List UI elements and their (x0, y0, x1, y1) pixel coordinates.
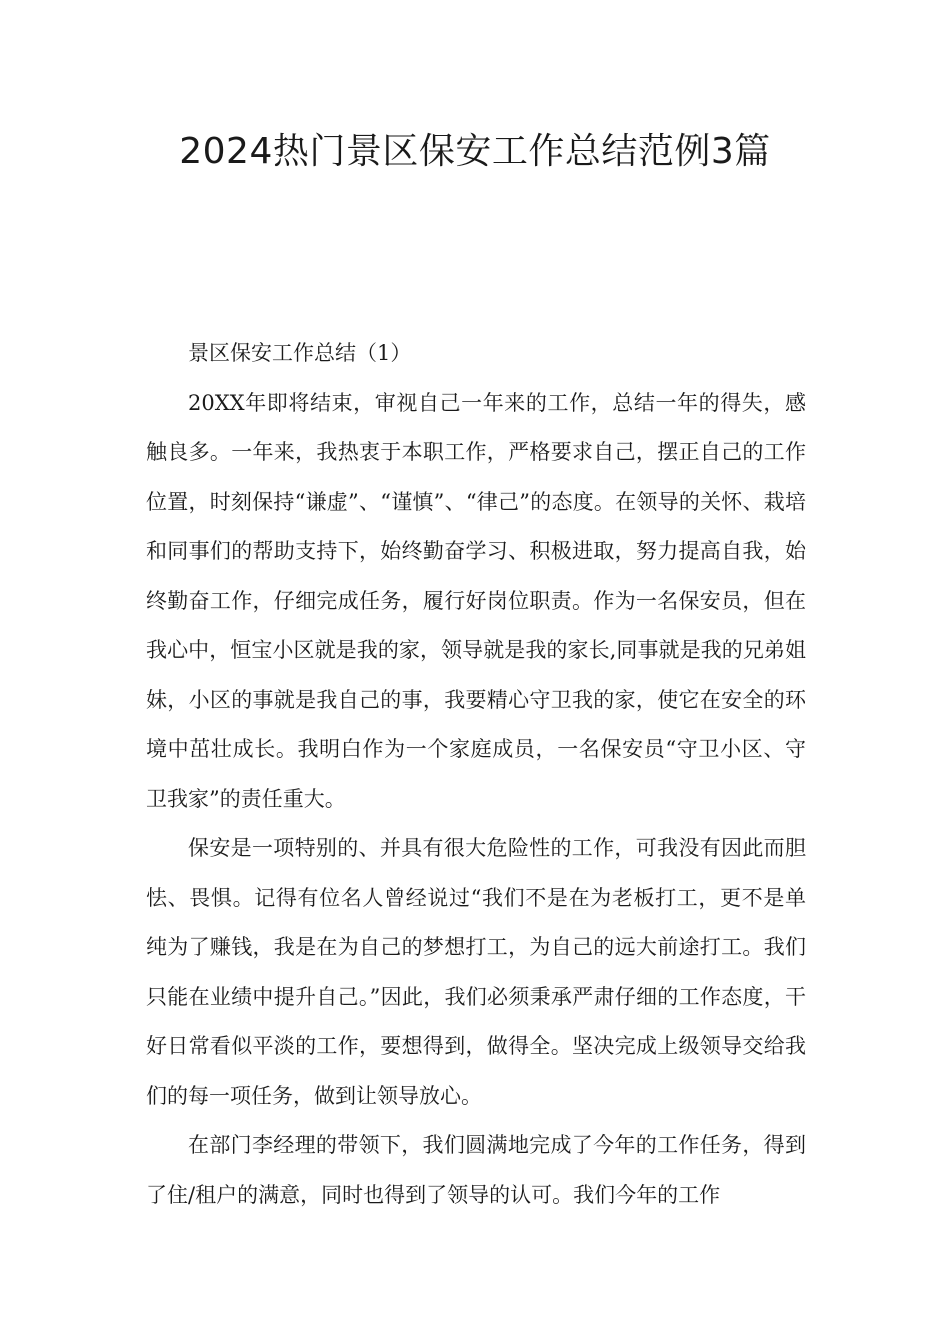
document-body (146, 329, 806, 1220)
paragraph-1: 20XX年即将结束，审视自己一年来的工作，总结一年的得失，感触良多。一年来，我热衷于本职工作，严格要求自己，摆正自己的工作位置，时刻保持“谦虚”、“谨慎”、“律己”的态度。在领导的关怀、栽培和同事们的帮助支持下，始终勤奋学习、积极进取，努力提高自我，始终勤奋工作，仔细完成任务，履行好岗位职责。作为一名保安员，但在我心中，恒宝小区就是我的家，领导就是我的家长,同事就是我的兄弟姐妹，小区的事就是我自己的事，我要精心守卫我的家，使它在安全的环境中茁壮成长。我明白作为一个家庭成员，一名保安员“守卫小区、守卫我家”的责任重大。 (146, 390, 806, 811)
paragraph-3: 在部门李经理的带领下，我们圆满地完成了今年的工作任务，得到了住/租户的满意，同时也得到了领导的认可。我们今年的工作 (146, 1133, 806, 1207)
section-heading: 景区保安工作总结（1） (188, 341, 412, 365)
document-title: 2024热门景区保安工作总结范例3篇 (179, 131, 771, 172)
paragraph-2: 保安是一项特别的、并具有很大危险性的工作，可我没有因此而胆怯、畏惧。记得有位名人曾经说过“我们不是在为老板打工，更不是单纯为了赚钱，我是在为自己的梦想打工，为自己的远大前途打工。我们只能在业绩中提升自己。”因此，我们必须秉承严肃仔细的工作态度，干好日常看似平淡的工作，要想得到，做得全。坚决完成上级领导交给我们的每一项任务，做到让领导放心。 (146, 836, 806, 1108)
